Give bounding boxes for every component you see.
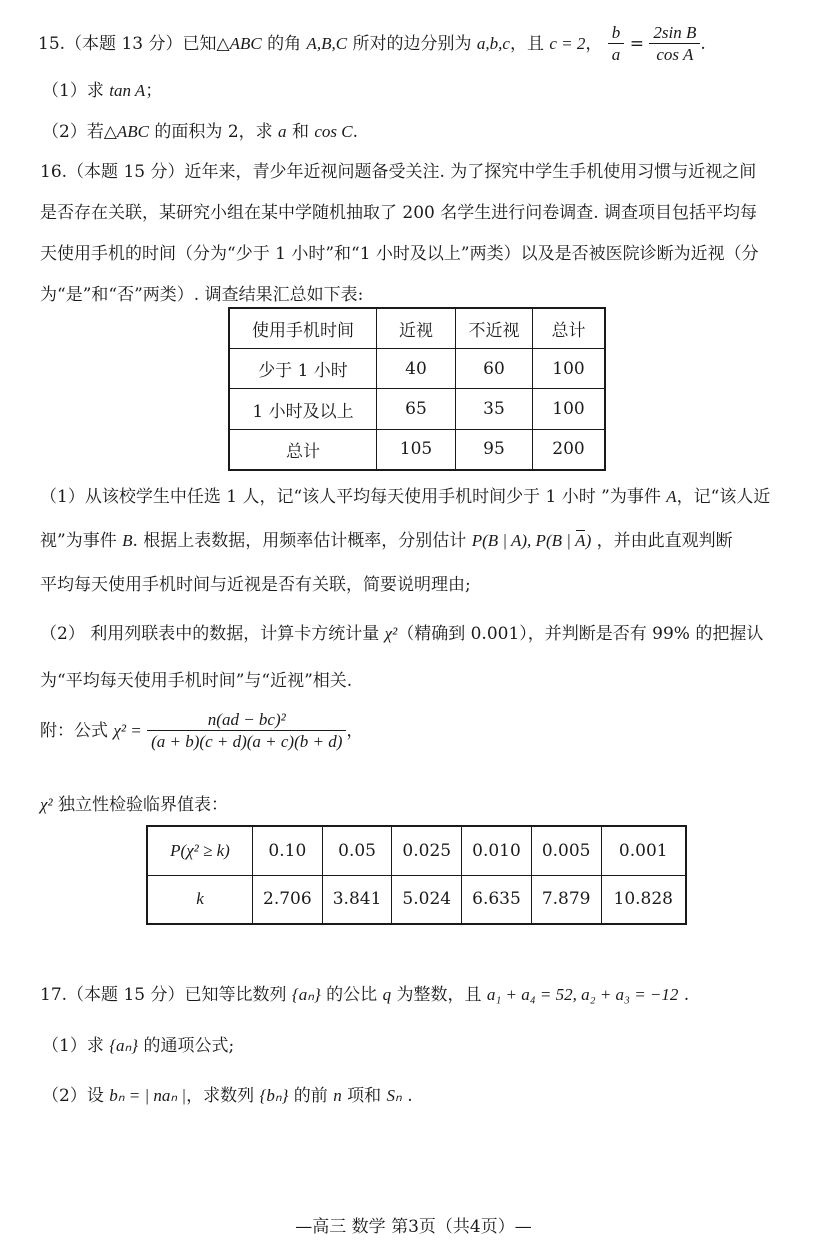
q17-text: 的公比 [320, 985, 383, 1005]
part-lead: （2）设 [42, 1086, 110, 1106]
equals: = [624, 34, 650, 54]
table-cell: 40 [377, 349, 456, 389]
table-cell: 6.635 [462, 875, 532, 924]
condition: a₁ + a₄ = 52, a₂ + a₃ = −12 [486, 985, 679, 1004]
math: tan A [109, 81, 146, 100]
period: . [700, 34, 706, 54]
critical-table-title [40, 790, 228, 815]
q17-part2 [42, 1081, 413, 1106]
part-text: （2） 利用列联表中的数据，计算卡方统计量 [40, 624, 385, 644]
table-cell: 2.706 [253, 875, 323, 924]
fraction-b-over-a [608, 23, 625, 66]
part-text: 视”为事件 [40, 531, 123, 551]
period: . [678, 985, 690, 1005]
part-text: 项和 [341, 1086, 387, 1106]
table-cell: 10.828 [601, 875, 686, 924]
table-cell: 65 [377, 389, 456, 429]
q17-stem [40, 980, 689, 1005]
q15-text: ， [585, 34, 603, 54]
table-cell: 200 [533, 429, 606, 470]
table-row [229, 389, 605, 429]
numerator: 2sin B [649, 23, 700, 44]
part-text: 的前 [288, 1086, 334, 1106]
part-text: ，求数列 [186, 1086, 260, 1106]
table-cell: 100 [533, 349, 606, 389]
table-row [147, 875, 686, 924]
q16-line2: 是否存在关联，某研究小组在某中学随机抽取了 200 名学生进行问卷调查. 调查项目包括平均每 [40, 203, 758, 223]
table-header-cell: 总计 [533, 308, 606, 349]
bn-definition: bₙ = | naₙ | [109, 1086, 187, 1105]
c-value: c = 2 [549, 34, 586, 53]
table-cell: 0.05 [322, 826, 392, 875]
part-text: （精确到 0.001），并判断是否有 99% 的把握认 [397, 624, 764, 644]
q15-stem [38, 22, 706, 66]
q16-part1-line1 [40, 482, 770, 507]
q15-text: ，且 [509, 34, 550, 54]
event-b: B [122, 531, 133, 550]
math: n [333, 1086, 342, 1105]
q15-text: 所对的边分别为 [347, 34, 477, 54]
part-text: （1）从该校学生中任选 1 人，记“该人平均每天使用手机时间少于 1 小时 ”为事件 [40, 487, 667, 507]
table-cell: 0.005 [531, 826, 601, 875]
numerator: b [608, 23, 625, 44]
part-lead: （2）若 [42, 122, 104, 142]
conditional-prob: P(B | A), P(B | [471, 531, 576, 550]
table-header-cell: 使用手机时间 [229, 308, 377, 349]
triangle-name: ABC [229, 34, 262, 53]
q17-part1 [42, 1031, 234, 1056]
chi-square: χ² [384, 624, 398, 643]
period: . [401, 1086, 413, 1106]
sequence: {aₙ} [291, 985, 321, 1004]
critical-value-table [146, 825, 687, 925]
q16-line3: 天使用手机的时间（分为“少于 1 小时”和“1 小时及以上”两类）以及是否被医院诊断为近视（分 [40, 244, 759, 264]
part-end: 的通项公式; [138, 1036, 235, 1056]
sum: Sₙ [386, 1086, 402, 1105]
table-cell: 1 小时及以上 [229, 389, 377, 429]
denominator: cos A [656, 45, 694, 64]
triangle-symbol: △ [103, 122, 117, 142]
part-text: . 根据上表数据，用频率估计概率，分别估计 [132, 531, 472, 551]
table-cell: 0.10 [253, 826, 323, 875]
page-footer: —高三 数学 第3页（共4页）— [295, 1217, 532, 1237]
table-cell: 100 [533, 389, 606, 429]
q15-part1 [42, 76, 162, 101]
formula [40, 702, 363, 760]
table-cell: 少于 1 小时 [229, 349, 377, 389]
q16-line4: 为“是”和“否”两类）. 调查结果汇总如下表: [40, 285, 364, 305]
part-text: 和 [286, 122, 315, 142]
q15-head: 15.（本题 13 分）已知 [38, 34, 217, 54]
triangle-name: ABC [116, 122, 150, 141]
table-cell: 105 [377, 429, 456, 470]
part-text: ，记“该人近 [676, 487, 771, 507]
q17-text: 为整数，且 [391, 985, 487, 1005]
comma: ， [346, 721, 364, 741]
q16-line1: 16.（本题 15 分）近年来，青少年近视问题备受关注. 为了探究中学生手机使用习惯与近视之间 [40, 162, 757, 182]
q17-head: 17.（本题 15 分）已知等比数列 [40, 985, 292, 1005]
part-end: . [352, 122, 359, 142]
table-cell: 5.024 [392, 875, 462, 924]
part-text: 的面积为 2，求 [149, 122, 279, 142]
angles: A,B,C [306, 34, 348, 53]
survey-table [228, 307, 606, 471]
sequence: {aₙ} [109, 1036, 139, 1055]
q16-part2-line1 [40, 619, 763, 644]
q16-part1-line2 [40, 526, 733, 551]
part-end: ； [145, 81, 163, 101]
table-row [229, 308, 605, 349]
chi-square: χ² [40, 795, 53, 814]
ratio: q [382, 985, 392, 1004]
table-row [229, 429, 605, 470]
table-cell: 95 [456, 429, 533, 470]
sequence: {bₙ} [259, 1086, 289, 1105]
table-cell: 7.879 [531, 875, 601, 924]
table-cell: 0.001 [601, 826, 686, 875]
table-cell: 3.841 [322, 875, 392, 924]
table-cell: 0.025 [392, 826, 462, 875]
title-text: 独立性检验临界值表： [52, 795, 228, 815]
denominator: a [611, 45, 621, 64]
denominator: (a + b)(c + d)(a + c)(b + d) [151, 732, 343, 751]
triangle-symbol: △ [216, 34, 230, 54]
table-row [147, 826, 686, 875]
paren: ) [585, 531, 592, 550]
math: a [278, 122, 287, 141]
chi-square: χ² = [113, 721, 142, 740]
table-header-cell: 不近视 [456, 308, 533, 349]
math: cos C [314, 122, 353, 141]
sides: a,b,c [476, 34, 510, 53]
table-row [229, 349, 605, 389]
q16-part2-line2: 为“平均每天使用手机时间”与“近视”相关. [40, 671, 353, 691]
part-lead: （1）求 [42, 81, 110, 101]
q16-part1-line3: 平均每天使用手机时间与近视是否有关联，简要说明理由; [40, 575, 471, 595]
q15-part2 [42, 117, 358, 142]
table-header-cell: P(χ² ≥ k) [147, 826, 253, 875]
part-text: ，并由此直观判断 [591, 531, 733, 551]
fraction-2sinb-over-cosa [649, 23, 700, 66]
table-cell: 35 [456, 389, 533, 429]
table-header-cell: 近视 [377, 308, 456, 349]
q15-text: 的角 [261, 34, 307, 54]
formula-lead: 附：公式 [40, 721, 114, 741]
a-complement: A [575, 531, 586, 550]
chi-square-fraction [147, 710, 346, 753]
table-cell: 0.010 [462, 826, 532, 875]
table-cell: 总计 [229, 429, 377, 470]
event-a: A [666, 487, 677, 506]
part-lead: （1）求 [42, 1036, 110, 1056]
table-header-cell: k [147, 875, 253, 924]
numerator: n(ad − bc)² [147, 710, 346, 731]
table-cell: 60 [456, 349, 533, 389]
